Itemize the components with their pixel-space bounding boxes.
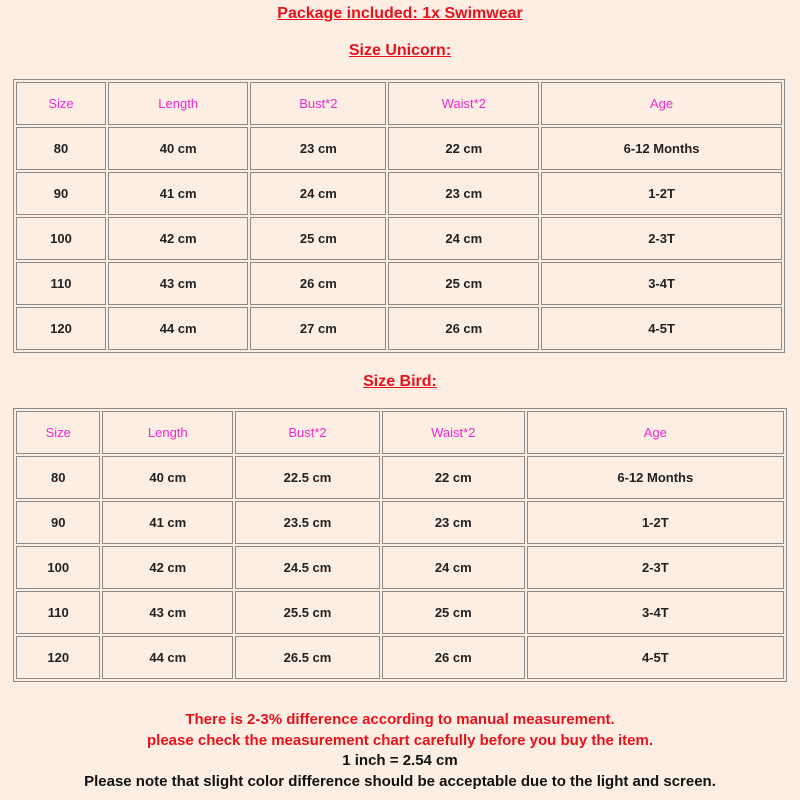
- cell-length: 42 cm: [102, 546, 233, 589]
- cell-waist: 25 cm: [388, 262, 539, 305]
- cell-waist: 26 cm: [388, 307, 539, 350]
- cell-size: 90: [16, 172, 106, 215]
- inch-conversion-note: 1 inch = 2.54 cm: [342, 752, 458, 769]
- size-unicorn-heading: Size Unicorn:: [348, 42, 452, 59]
- cell-bust: 23 cm: [250, 127, 386, 170]
- cell-length: 44 cm: [108, 307, 248, 350]
- cell-bust: 24.5 cm: [235, 546, 380, 589]
- table-row: [16, 591, 784, 634]
- check-chart-note: please check the measurement chart carefully before you buy the item.: [146, 732, 653, 749]
- cell-size: 100: [16, 217, 106, 260]
- cell-age: 4-5T: [527, 636, 784, 679]
- cell-age: 4-5T: [541, 307, 782, 350]
- cell-length: 43 cm: [108, 262, 248, 305]
- cell-bust: 22.5 cm: [235, 456, 380, 499]
- cell-waist: 24 cm: [382, 546, 525, 589]
- cell-age: 2-3T: [527, 546, 784, 589]
- cell-length: 43 cm: [102, 591, 233, 634]
- size-bird-heading: Size Bird:: [363, 373, 437, 390]
- table-row: [16, 546, 784, 589]
- column-header-length: Length: [108, 82, 248, 125]
- cell-size: 120: [16, 636, 100, 679]
- cell-size: 80: [16, 456, 100, 499]
- cell-age: 3-4T: [527, 591, 784, 634]
- column-header-length: Length: [102, 411, 233, 454]
- column-header-bust: Bust*2: [250, 82, 386, 125]
- column-header-waist: Waist*2: [382, 411, 525, 454]
- cell-length: 40 cm: [102, 456, 233, 499]
- column-header-bust: Bust*2: [235, 411, 380, 454]
- table-row: [16, 127, 782, 170]
- cell-age: 6-12 Months: [541, 127, 782, 170]
- package-included-heading: Package included: 1x Swimwear: [277, 5, 523, 22]
- cell-size: 110: [16, 591, 100, 634]
- cell-age: 1-2T: [527, 501, 784, 544]
- cell-bust: 26 cm: [250, 262, 386, 305]
- size-bird-table: [13, 408, 787, 682]
- table-header-row: [16, 82, 782, 125]
- cell-waist: 22 cm: [382, 456, 525, 499]
- column-header-age: Age: [527, 411, 784, 454]
- cell-waist: 24 cm: [388, 217, 539, 260]
- cell-length: 42 cm: [108, 217, 248, 260]
- cell-bust: 25.5 cm: [235, 591, 380, 634]
- column-header-size: Size: [16, 411, 100, 454]
- cell-size: 120: [16, 307, 106, 350]
- cell-waist: 26 cm: [382, 636, 525, 679]
- cell-bust: 24 cm: [250, 172, 386, 215]
- table-row: [16, 217, 782, 260]
- cell-waist: 22 cm: [388, 127, 539, 170]
- cell-waist: 25 cm: [382, 591, 525, 634]
- column-header-size: Size: [16, 82, 106, 125]
- table-row: [16, 501, 784, 544]
- cell-age: 3-4T: [541, 262, 782, 305]
- cell-age: 1-2T: [541, 172, 782, 215]
- table-row: [16, 172, 782, 215]
- cell-bust: 25 cm: [250, 217, 386, 260]
- cell-length: 44 cm: [102, 636, 233, 679]
- table-row: [16, 636, 784, 679]
- cell-bust: 26.5 cm: [235, 636, 380, 679]
- cell-waist: 23 cm: [382, 501, 525, 544]
- cell-size: 100: [16, 546, 100, 589]
- cell-bust: 23.5 cm: [235, 501, 380, 544]
- cell-length: 41 cm: [108, 172, 248, 215]
- cell-size: 110: [16, 262, 106, 305]
- table-row: [16, 262, 782, 305]
- cell-age: 2-3T: [541, 217, 782, 260]
- table-row: [16, 307, 782, 350]
- measurement-difference-note: There is 2-3% difference according to manual measurement.: [185, 711, 615, 728]
- cell-waist: 23 cm: [388, 172, 539, 215]
- column-header-waist: Waist*2: [388, 82, 539, 125]
- cell-bust: 27 cm: [250, 307, 386, 350]
- table-header-row: [16, 411, 784, 454]
- cell-length: 40 cm: [108, 127, 248, 170]
- cell-size: 80: [16, 127, 106, 170]
- table-row: [16, 456, 784, 499]
- cell-age: 6-12 Months: [527, 456, 784, 499]
- size-unicorn-table: [13, 79, 785, 353]
- cell-size: 90: [16, 501, 100, 544]
- column-header-age: Age: [541, 82, 782, 125]
- color-difference-note: Please note that slight color difference should be acceptable due to the light and screen.: [84, 773, 716, 790]
- cell-length: 41 cm: [102, 501, 233, 544]
